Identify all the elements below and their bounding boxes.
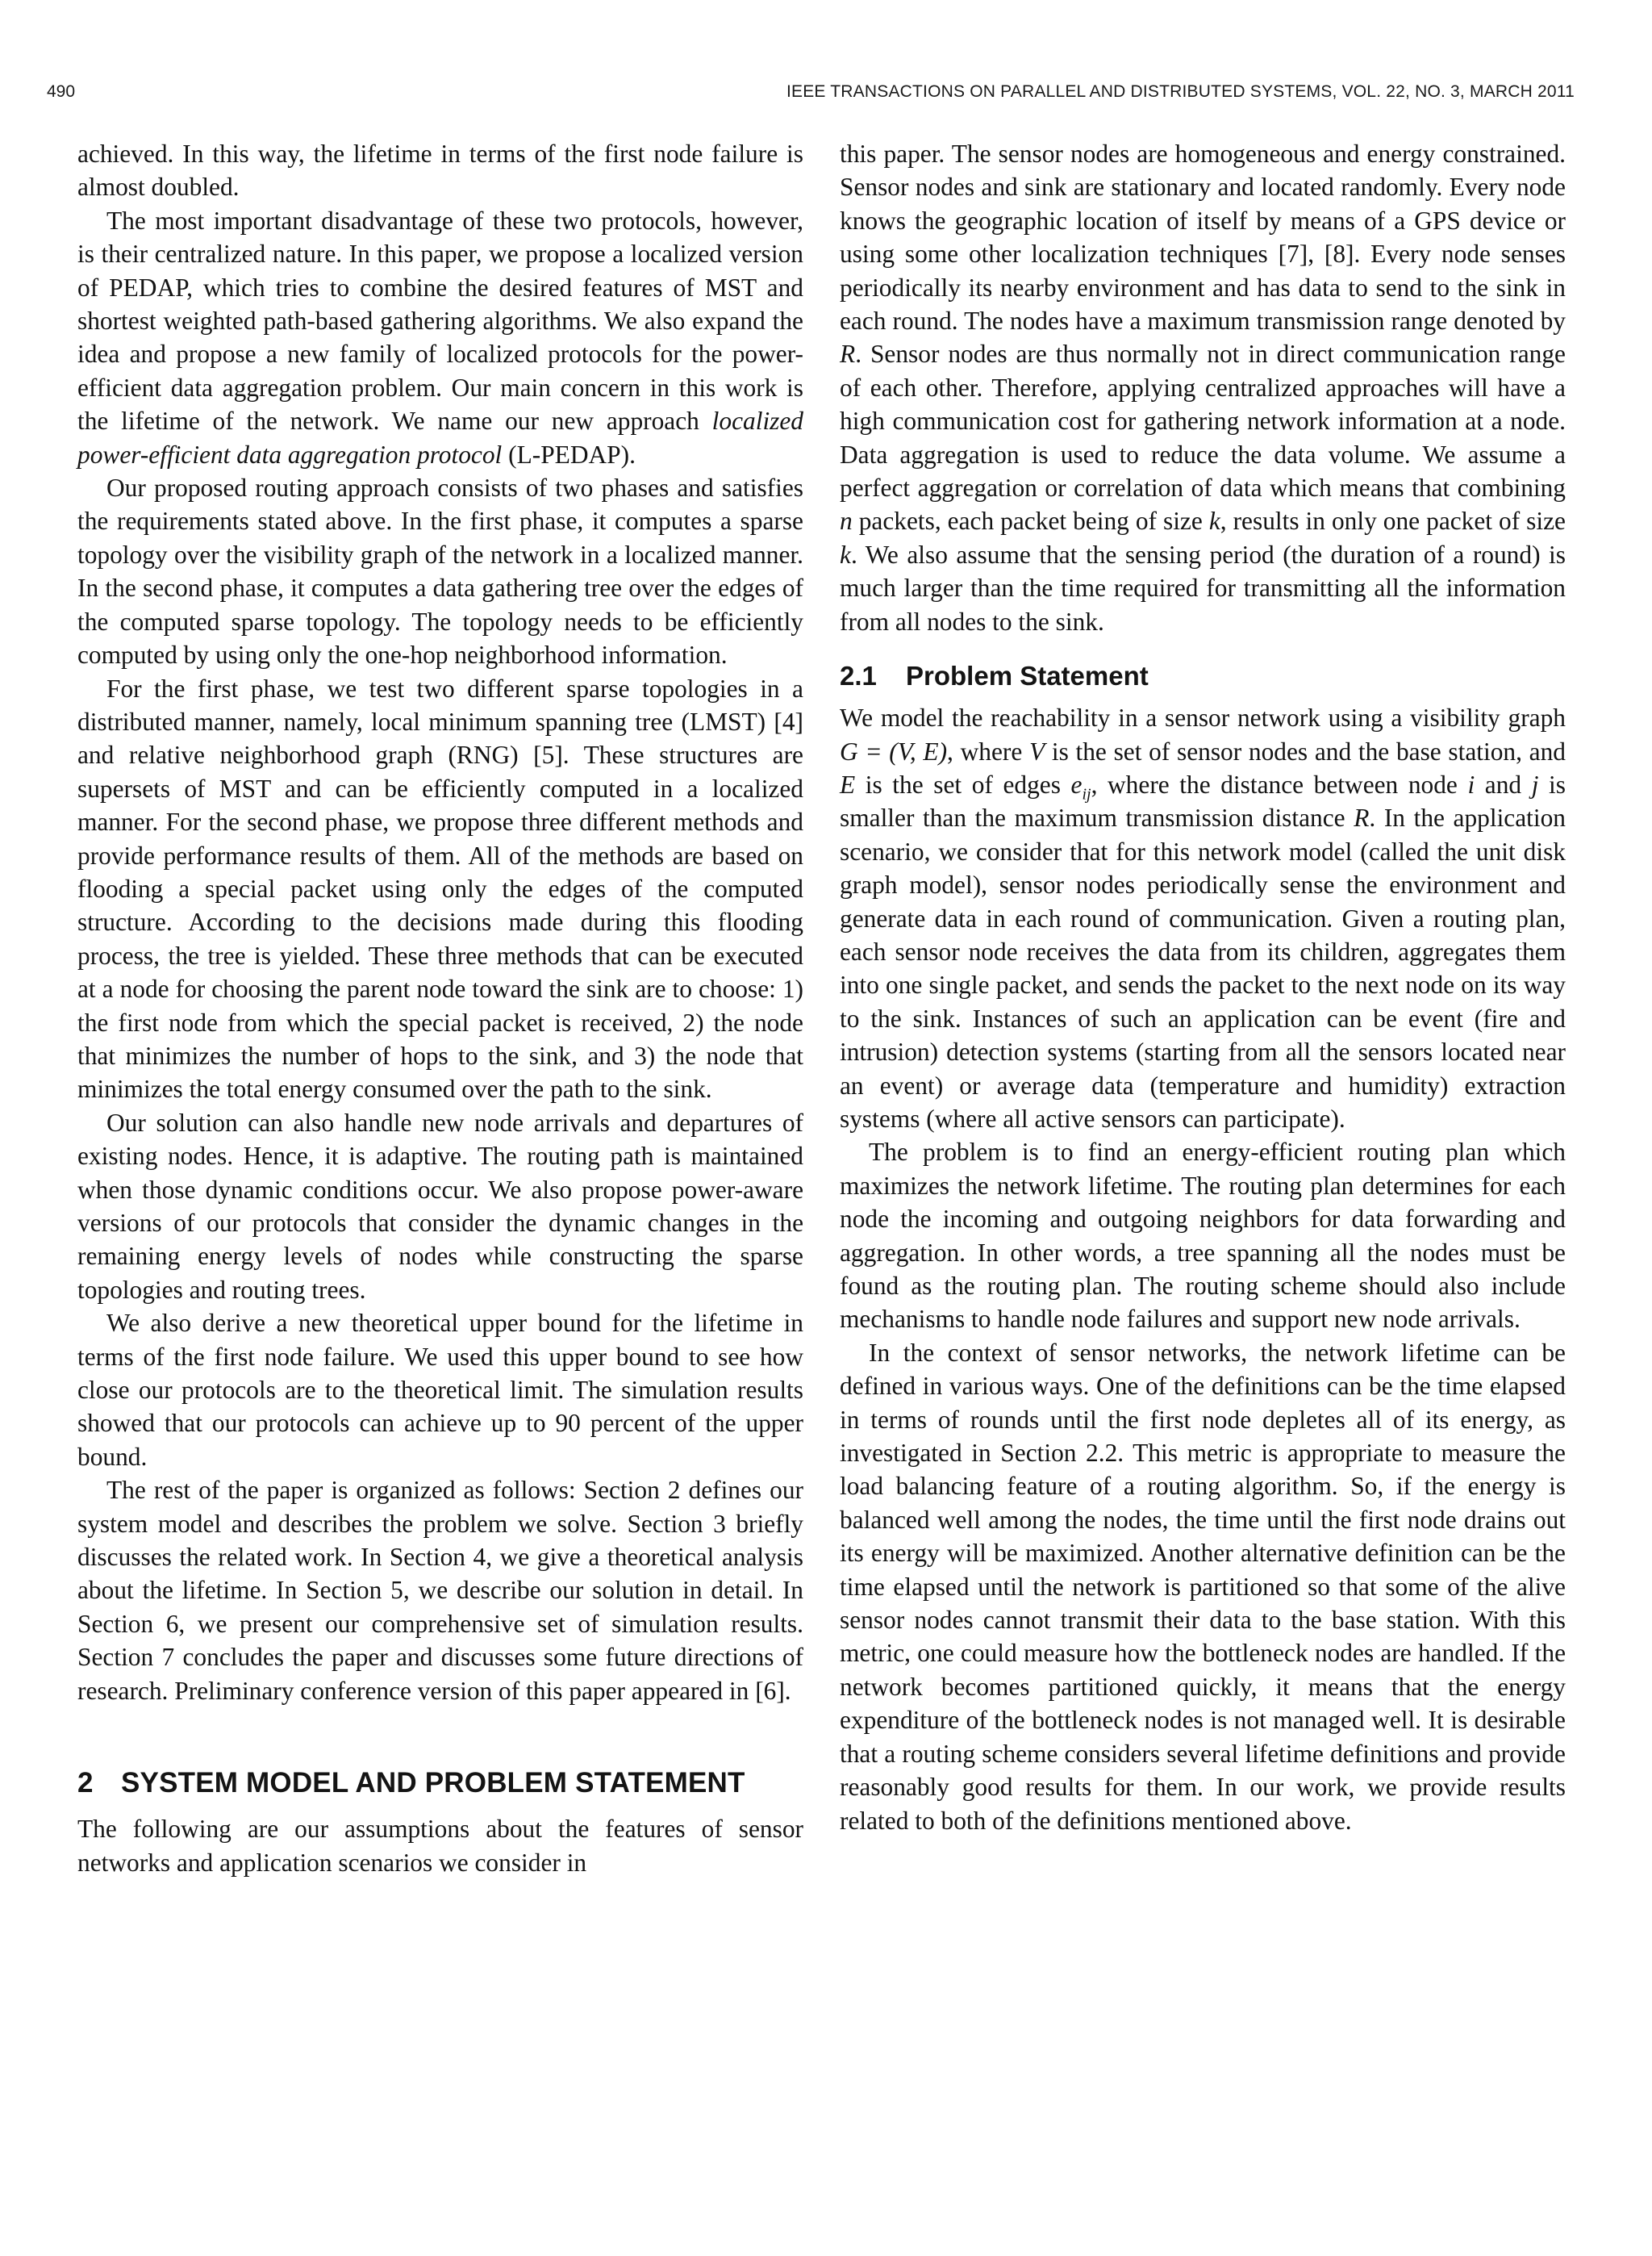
subsection-title: Problem Statement [906,661,1149,691]
right-column [840,137,1566,1837]
page-number: 490 [47,82,76,101]
journal-header: IEEE TRANSACTIONS ON PARALLEL AND DISTRIBUTED SYSTEMS, VOL. 22, NO. 3, MARCH 2011 [786,82,1575,101]
paragraph: Our proposed routing approach consists of two phases and satisfies the requirements stated above. In the first phase, it computes a sparse topology over the visibility graph of the network in a localized manner. In the second phase, it computes a data gathering tree over the edges of the computed sparse topology. The topology needs to be efficiently computed by using only the one-hop neighborhood information. [77,474,803,670]
paragraph: The following are our assumptions about the features of sensor networks and application scenarios we consider in [77,1815,803,1877]
paragraph: The most important disadvantage of these two protocols, however, is their centralized nature. In this paper, we propose a localized version of PEDAP, which tries to combine the desired features of MST and shortest weighted path-based gathering algorithms. We also expand the idea and propose a new family of localized protocols for the power-efficient data aggregation problem. Our main concern in this work is the lifetime of the network. We name our new approach localized power-efficient data aggregation protocol (L-PEDAP). [77,206,804,469]
subsection-heading [840,661,1566,691]
paragraph: this paper. The sensor nodes are homogeneous and energy constrained. Sensor nodes and sink are stationary and located randomly. Every node knows the geographic location of itself by means of a GPS device or using some other localization techniques [7], [8]. Every node senses periodically its nearby environment and has data to send to the sink in each round. The nodes have a maximum transmission range denoted by R. Sensor nodes are thus normally not in direct communication range of each other. Therefore, applying centralized approaches will have a high communication cost for gathering network information at a node. Data aggregation is used to reduce the data volume. We assume a perfect aggregation or correlation of data which means that combining n packets, each packet being of size k, results in only one packet of size k. We also assume that the sensing period (the duration of a round) is much larger than the time required for transmitting all the information from all nodes to the sink. [840,140,1566,636]
section-number: 2 [77,1767,94,1799]
subsection-number: 2.1 [840,661,877,691]
paragraph: We also derive a new theoretical upper bound for the lifetime in terms of the first node failure. We used this upper bound to see how close our protocols are to the theoretical limit. The simulation results showed that our protocols can achieve up to 90 percent of the upper bound. [77,1309,803,1471]
paragraph: The problem is to find an energy-efficient routing plan which maximizes the network lifetime. The routing plan determines for each node the incoming and outgoing neighbors for data forwarding and aggregation. In other words, a tree spanning all the nodes must be found as the routing plan. The routing scheme should also include mechanisms to handle node failures and support new node arrivals. [840,1138,1566,1334]
graph-expression: G = (V, E) [840,737,948,766]
left-column [77,137,803,1879]
paragraph: achieved. In this way, the lifetime in terms of the first node failure is almost doubled. [77,140,803,202]
section-title: SYSTEM MODEL AND PROBLEM STATEMENT [121,1767,745,1799]
paragraph: We model the reachability in a sensor network using a visibility graph G = (V, E), where V is the set of sensor nodes and the base station, and E is the set of edges $e_{ij}$, where the distance between node i and j is smaller than the maximum transmission distance R. In the application scenario, we consider that for this network model (called the unit disk graph model), sensor nodes periodically sense the environment and generate data in each round of communication. Given a routing plan, each sensor node receives the data from its children, aggregates them into one single packet, and sends the packet to the next node on its way to the sink. Instances of such an application can be event (fire and intrusion) detection systems (starting from all the sensors located near an event) or average data (temperature and humidity) extraction systems (where all active sensors can participate). [840,704,1566,1133]
paragraph: For the first phase, we test two different sparse topologies in a distributed manner, namely, local minimum spanning tree (LMST) [4] and relative neighborhood graph (RNG) [5]. These structures are supersets of MST and can be efficiently computed in a localized manner. For the second phase, we propose three different methods and provide performance results of them. All of the methods are based on flooding a special packet using only the edges of the computed structure. According to the decisions made during this flooding process, the tree is yielded. These three methods that can be executed at a node for choosing the parent node toward the sink are to choose: 1) the first node from which the special packet is received, 2) the node that minimizes the number of hops to the sink, and 3) the node that minimizes the total energy consumed over the path to the sink. [77,674,803,1104]
running-header [0,77,1652,110]
paragraph: Our solution can also handle new node arrivals and departures of existing nodes. Hence, it is adaptive. The routing path is maintained when those dynamic conditions occur. We also propose power-aware versions of our protocols that consider the dynamic changes in the remaining energy levels of nodes while constructing the sparse topologies and routing trees. [77,1108,803,1304]
paragraph: The rest of the paper is organized as follows: Section 2 defines our system model and describes the problem we solve. Section 3 briefly discusses the related work. In Section 4, we give a theoretical analysis about the lifetime. In Section 5, we describe our solution in detail. In Section 6, we present our comprehensive set of simulation results. Section 7 concludes the paper and discusses some future directions of research. Preliminary conference version of this paper appeared in [6]. [77,1476,803,1705]
paragraph: In the context of sensor networks, the network lifetime can be defined in various ways. One of the definitions can be the time elapsed in terms of rounds until the first node depletes all of its energy, as investigated in Section 2.2. This metric is appropriate to measure the load balancing feature of a routing algorithm. So, if the energy is balanced well among the nodes, the time until the first node drains out its energy will be maximized. Another alternative definition can be the time elapsed until the network is partitioned so that some of the alive sensor nodes cannot transmit their data to the base station. With this metric, one could measure how the bottleneck nodes are handled. If the network becomes partitioned quickly, it means that the energy expenditure of the bottleneck nodes is not managed well. It is desirable that a routing scheme considers several lifetime definitions and provide reasonably good results for them. In our work, we provide results related to both of the definitions mentioned above. [840,1338,1566,1835]
section-heading [77,1767,803,1799]
protocol-name: localized power-efficient data aggregation protocol [77,407,804,469]
